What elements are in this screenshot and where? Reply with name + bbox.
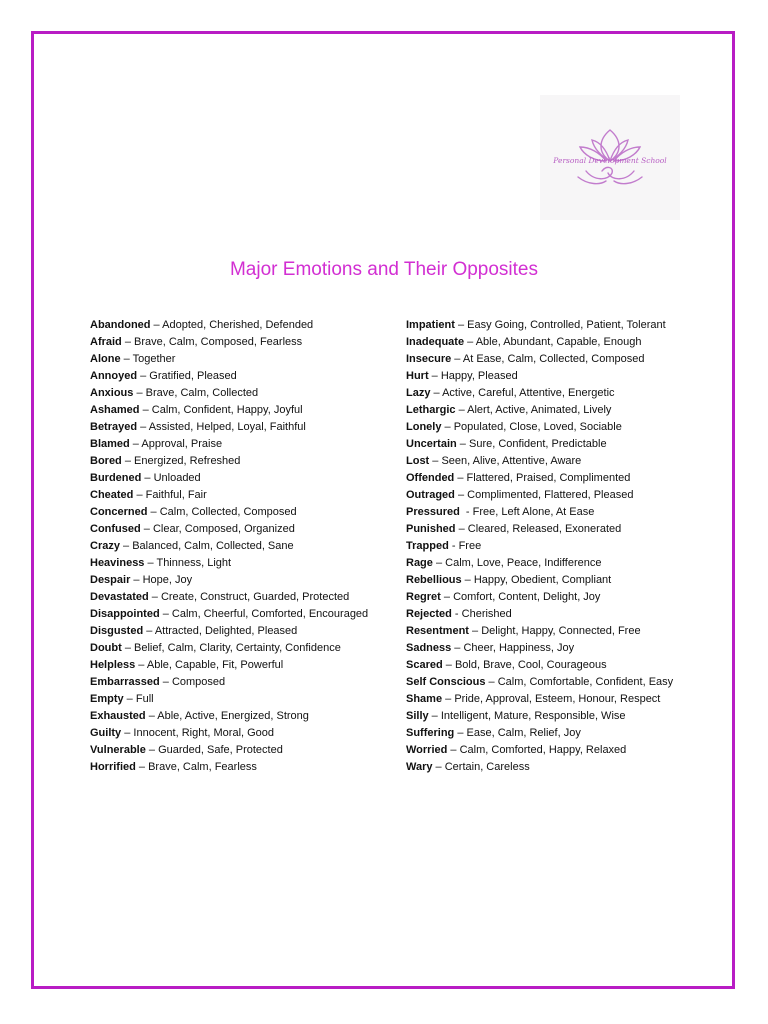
emotion-entry	[406, 470, 673, 487]
emotion-term: Sadness	[406, 642, 452, 654]
separator: –	[451, 353, 463, 365]
emotion-opposites: Full	[135, 693, 154, 705]
emotion-term: Hurt	[406, 370, 429, 382]
emotion-term: Alone	[90, 353, 121, 365]
emotion-opposites: Gratified, Pleased	[149, 370, 237, 382]
emotion-opposites: Guarded, Safe, Protected	[158, 744, 283, 756]
separator: –	[456, 438, 469, 450]
emotion-opposites: Energized, Refreshed	[134, 455, 241, 467]
separator: –	[140, 523, 153, 535]
separator: –	[455, 404, 468, 416]
emotion-entry	[406, 436, 673, 453]
emotion-opposites: Faithful, Fair	[145, 489, 207, 501]
emotion-term: Regret	[406, 591, 441, 603]
emotion-opposites: Able, Active, Energized, Strong	[157, 710, 309, 722]
page-title: Major Emotions and Their Opposites	[229, 259, 539, 280]
emotion-term: Uncertain	[406, 438, 457, 450]
emotion-opposites: Approval, Praise	[141, 438, 223, 450]
separator: –	[454, 489, 468, 501]
emotion-entry	[90, 759, 368, 776]
emotion-term: Disappointed	[90, 608, 160, 620]
emotion-opposites: Balanced, Calm, Collected, Sane	[132, 540, 294, 552]
emotion-term: Scared	[406, 659, 443, 671]
emotion-term: Suffering	[406, 727, 455, 739]
emotion-opposites: Attracted, Delighted, Pleased	[154, 625, 298, 637]
emotion-opposites: Pride, Approval, Esteem, Honour, Respect	[454, 693, 661, 705]
separator: –	[119, 540, 133, 552]
separator: –	[461, 574, 474, 586]
separator: –	[130, 574, 143, 586]
emotion-opposites: Easy Going, Controlled, Patient, Tolerant	[467, 319, 666, 331]
emotion-term: Impatient	[406, 319, 455, 331]
emotion-term: Pressured	[406, 506, 460, 518]
separator: –	[144, 557, 157, 569]
emotion-term: Concerned	[90, 506, 148, 518]
separator: –	[150, 319, 163, 331]
emotion-entry	[90, 504, 368, 521]
emotion-entry	[90, 708, 368, 725]
emotion-entry	[406, 538, 673, 555]
emotion-opposites: Adopted, Cherished, Defended	[162, 319, 314, 331]
separator: –	[429, 455, 442, 467]
emotion-term: Lethargic	[406, 404, 456, 416]
emotion-term: Outraged	[406, 489, 455, 501]
emotion-opposites: Calm, Love, Peace, Indifference	[445, 557, 602, 569]
emotion-opposites: Brave, Calm, Fearless	[148, 761, 257, 773]
emotion-entry	[90, 521, 368, 538]
emotion-opposites: Bold, Brave, Cool, Courageous	[454, 659, 607, 671]
emotion-term: Blamed	[90, 438, 130, 450]
emotion-entry	[406, 317, 673, 334]
emotion-term: Offended	[406, 472, 455, 484]
emotion-term: Self Conscious	[406, 676, 486, 688]
emotion-entry	[90, 351, 368, 368]
emotion-entry	[406, 572, 673, 589]
separator: -	[459, 506, 473, 518]
separator: –	[454, 472, 467, 484]
emotion-opposites: Alert, Active, Animated, Lively	[467, 404, 612, 416]
separator: –	[123, 693, 136, 705]
emotion-opposites: Create, Construct, Guarded, Protected	[160, 591, 350, 603]
separator: –	[135, 659, 147, 671]
emotion-opposites: Belief, Calm, Clarity, Certainty, Confidence	[134, 642, 341, 654]
emotion-term: Disgusted	[90, 625, 144, 637]
emotion-entry	[406, 725, 673, 742]
separator: –	[455, 523, 468, 535]
emotion-term: Shame	[406, 693, 443, 705]
separator: –	[440, 591, 454, 603]
emotion-entry	[406, 419, 673, 436]
emotion-opposites: Flattered, Praised, Complimented	[466, 472, 631, 484]
emotion-entry	[406, 606, 673, 623]
emotion-opposites: Calm, Comfortable, Confident, Easy	[497, 676, 674, 688]
separator: –	[464, 336, 476, 348]
emotion-opposites: Certain, Careless	[444, 761, 530, 773]
emotion-opposites: Cleared, Released, Exonerated	[467, 523, 622, 535]
emotion-term: Lonely	[406, 421, 442, 433]
emotion-term: Insecure	[406, 353, 452, 365]
emotion-term: Burdened	[90, 472, 142, 484]
separator: –	[121, 727, 134, 739]
separator: -	[448, 540, 459, 552]
emotion-entry	[90, 606, 368, 623]
emotion-entry	[90, 725, 368, 742]
emotion-opposites: Calm, Confident, Happy, Joyful	[151, 404, 303, 416]
separator: –	[145, 744, 159, 756]
right-emotion-list	[406, 317, 673, 776]
emotion-opposites: Innocent, Right, Moral, Good	[133, 727, 275, 739]
emotion-opposites: Unloaded	[153, 472, 201, 484]
separator: –	[428, 370, 441, 382]
separator: –	[143, 625, 155, 637]
logo-text: Personal Development School	[553, 156, 667, 165]
emotion-entry	[90, 453, 368, 470]
emotion-term: Heaviness	[90, 557, 145, 569]
separator: –	[120, 353, 133, 365]
emotion-term: Trapped	[406, 540, 449, 552]
emotion-entry	[90, 640, 368, 657]
emotion-entry	[406, 759, 673, 776]
emotion-entry	[90, 674, 368, 691]
separator: –	[442, 693, 455, 705]
emotion-term: Lost	[406, 455, 430, 467]
emotion-opposites: At Ease, Calm, Collected, Composed	[462, 353, 645, 365]
emotion-opposites: Brave, Calm, Composed, Fearless	[134, 336, 303, 348]
emotion-entry	[406, 657, 673, 674]
emotion-entry	[90, 317, 368, 334]
separator: –	[137, 421, 149, 433]
separator: –	[451, 642, 464, 654]
emotion-entry	[90, 334, 368, 351]
emotion-opposites: Delight, Happy, Connected, Free	[481, 625, 641, 637]
emotion-term: Abandoned	[90, 319, 151, 331]
emotion-term: Cheated	[90, 489, 134, 501]
separator: –	[148, 591, 161, 603]
emotion-term: Resentment	[406, 625, 469, 637]
emotion-entry	[90, 402, 368, 419]
separator: –	[141, 472, 154, 484]
separator: –	[121, 336, 135, 348]
separator: –	[135, 761, 149, 773]
separator: –	[133, 387, 146, 399]
school-logo	[540, 95, 680, 220]
emotion-entry	[406, 402, 673, 419]
emotion-term: Ashamed	[90, 404, 140, 416]
separator: –	[468, 625, 482, 637]
emotion-opposites: Free	[458, 540, 482, 552]
separator: –	[121, 642, 134, 654]
separator: –	[432, 557, 446, 569]
emotion-entry	[90, 742, 368, 759]
emotion-opposites: Complimented, Flattered, Pleased	[467, 489, 634, 501]
emotion-term: Despair	[90, 574, 131, 586]
emotion-term: Inadequate	[406, 336, 465, 348]
emotion-entry	[90, 589, 368, 606]
emotion-opposites: Calm, Comforted, Happy, Relaxed	[459, 744, 627, 756]
emotion-term: Doubt	[90, 642, 122, 654]
emotion-term: Afraid	[90, 336, 122, 348]
emotion-term: Rebellious	[406, 574, 462, 586]
emotion-term: Empty	[90, 693, 124, 705]
emotion-term: Lazy	[406, 387, 431, 399]
separator: –	[159, 676, 172, 688]
separator: –	[454, 727, 467, 739]
emotion-entry	[406, 589, 673, 606]
left-emotion-list	[90, 317, 368, 776]
emotion-entry	[406, 691, 673, 708]
emotion-entry	[406, 640, 673, 657]
separator: -	[451, 608, 462, 620]
separator: –	[145, 710, 158, 722]
emotion-opposites: Able, Capable, Fit, Powerful	[146, 659, 284, 671]
emotion-opposites: Sure, Confident, Predictable	[468, 438, 607, 450]
separator: –	[133, 489, 146, 501]
separator: –	[129, 438, 142, 450]
emotion-entry	[406, 521, 673, 538]
emotion-opposites: Composed	[171, 676, 226, 688]
emotion-term: Embarrassed	[90, 676, 160, 688]
separator: –	[485, 676, 498, 688]
emotion-opposites: Cherished	[461, 608, 512, 620]
separator: –	[442, 659, 455, 671]
emotion-entry	[406, 487, 673, 504]
emotion-entry	[90, 368, 368, 385]
emotion-entry	[90, 657, 368, 674]
emotion-entry	[406, 742, 673, 759]
emotion-opposites: Brave, Calm, Collected	[145, 387, 259, 399]
emotion-term: Punished	[406, 523, 456, 535]
separator: –	[432, 761, 445, 773]
separator: –	[139, 404, 152, 416]
emotion-opposites: Thinness, Light	[156, 557, 232, 569]
emotion-entry	[90, 436, 368, 453]
emotion-term: Anxious	[90, 387, 134, 399]
separator: –	[441, 421, 454, 433]
emotion-entry	[90, 470, 368, 487]
emotion-term: Vulnerable	[90, 744, 146, 756]
emotion-opposites: Able, Abundant, Capable, Enough	[475, 336, 642, 348]
emotion-term: Crazy	[90, 540, 120, 552]
emotion-entry	[90, 691, 368, 708]
emotion-term: Annoyed	[90, 370, 138, 382]
emotion-entry	[90, 572, 368, 589]
emotion-term: Bored	[90, 455, 122, 467]
emotion-entry	[406, 334, 673, 351]
emotion-opposites: Clear, Composed, Organized	[152, 523, 295, 535]
emotion-entry	[406, 504, 673, 521]
emotion-opposites: Assisted, Helped, Loyal, Faithful	[148, 421, 306, 433]
emotion-opposites: Seen, Alive, Attentive, Aware	[441, 455, 582, 467]
emotion-opposites: Free, Left Alone, At Ease	[472, 506, 595, 518]
emotion-opposites: Calm, Cheerful, Comforted, Encouraged	[171, 608, 369, 620]
emotion-term: Rejected	[406, 608, 452, 620]
separator: –	[159, 608, 172, 620]
emotion-entry	[406, 368, 673, 385]
separator: –	[121, 455, 135, 467]
emotion-entry	[406, 674, 673, 691]
emotion-term: Rage	[406, 557, 433, 569]
emotion-entry	[406, 351, 673, 368]
emotion-term: Guilty	[90, 727, 122, 739]
emotion-opposites: Comfort, Content, Delight, Joy	[453, 591, 601, 603]
emotion-opposites: Ease, Calm, Relief, Joy	[466, 727, 581, 739]
emotion-entry	[406, 385, 673, 402]
separator: –	[447, 744, 460, 756]
separator: –	[430, 387, 443, 399]
separator: –	[147, 506, 160, 518]
emotion-entry	[90, 555, 368, 572]
emotion-opposites: Populated, Close, Loved, Sociable	[453, 421, 622, 433]
emotion-opposites: Hope, Joy	[142, 574, 193, 586]
emotion-term: Worried	[406, 744, 448, 756]
emotion-term: Helpless	[90, 659, 136, 671]
emotion-term: Betrayed	[90, 421, 138, 433]
emotion-opposites: Happy, Pleased	[440, 370, 518, 382]
emotion-term: Confused	[90, 523, 141, 535]
emotion-entry	[406, 708, 673, 725]
emotion-term: Wary	[406, 761, 433, 773]
separator: –	[454, 319, 468, 331]
emotion-opposites: Calm, Collected, Composed	[159, 506, 297, 518]
emotion-term: Exhausted	[90, 710, 146, 722]
emotion-opposites: Together	[132, 353, 176, 365]
emotion-opposites: Cheer, Happiness, Joy	[463, 642, 575, 654]
emotion-term: Horrified	[90, 761, 136, 773]
emotion-entry	[406, 623, 673, 640]
emotion-entry	[406, 555, 673, 572]
emotion-entry	[90, 385, 368, 402]
emotion-term: Silly	[406, 710, 429, 722]
emotion-opposites: Intelligent, Mature, Responsible, Wise	[440, 710, 626, 722]
emotion-opposites: Active, Careful, Attentive, Energetic	[442, 387, 615, 399]
separator: –	[428, 710, 441, 722]
separator: –	[137, 370, 150, 382]
emotion-entry	[90, 487, 368, 504]
emotion-term: Devastated	[90, 591, 149, 603]
emotion-entry	[406, 453, 673, 470]
emotion-entry	[90, 623, 368, 640]
emotion-entry	[90, 419, 368, 436]
emotion-entry	[90, 538, 368, 555]
emotion-opposites: Happy, Obedient, Compliant	[473, 574, 612, 586]
